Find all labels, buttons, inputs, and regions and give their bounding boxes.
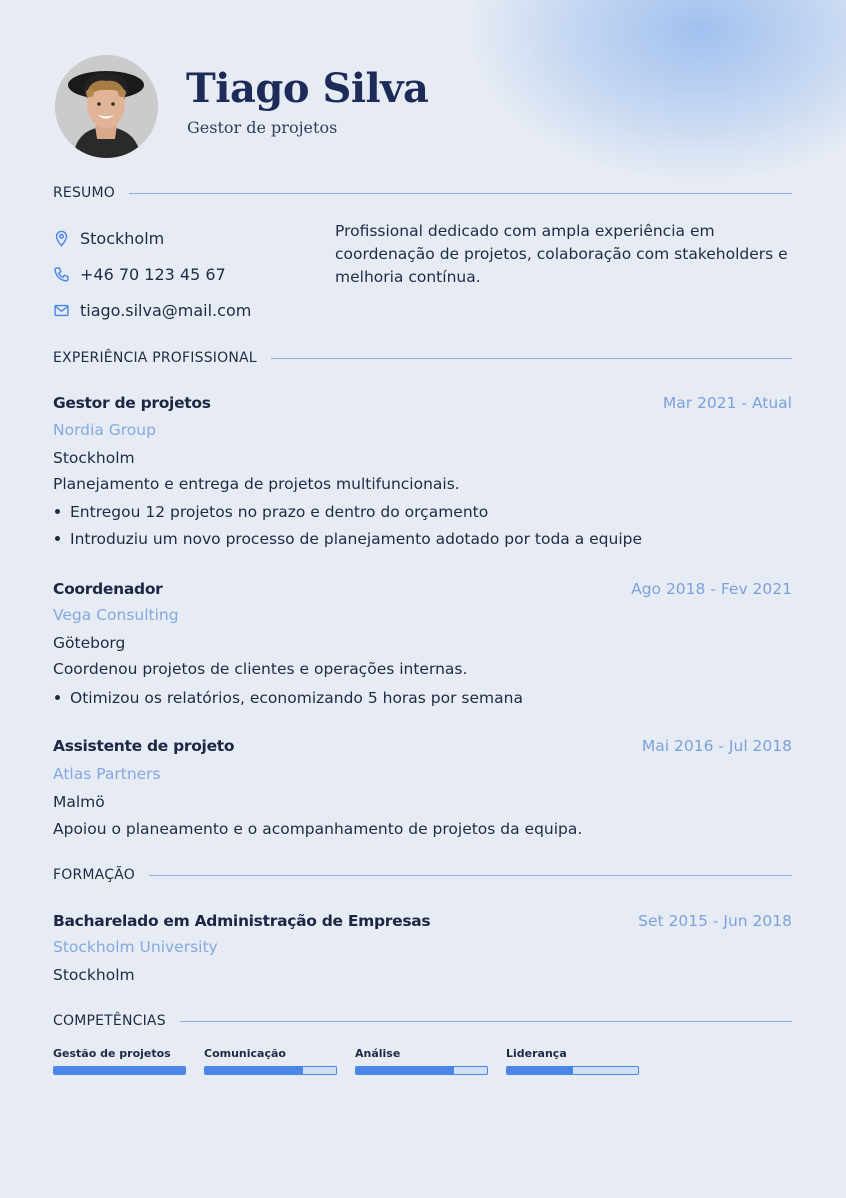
job-date: Mar 2021 - Atual <box>662 394 792 412</box>
job-date: Ago 2018 - Fev 2021 <box>631 580 792 598</box>
section-divider <box>149 875 792 876</box>
education-school: Stockholm University <box>53 938 218 956</box>
contact-phone <box>53 265 226 284</box>
location-text: Stockholm <box>80 229 165 248</box>
skill-bar-fill <box>205 1067 303 1074</box>
bullet-text: Entregou 12 projetos no prazo e dentro do orçamento <box>70 503 489 521</box>
section-summary <box>53 183 792 203</box>
section-skills <box>53 1011 792 1031</box>
skill-label: Comunicação <box>204 1047 286 1060</box>
job-title: Assistente de projeto <box>53 737 235 755</box>
skill-bar <box>204 1066 337 1075</box>
job-description: Apoiou o planeamento e o acompanhamento de projetos da equipa. <box>53 820 583 838</box>
job-bullet <box>53 689 523 707</box>
mail-icon <box>53 302 70 319</box>
section-title: RESUMO <box>53 185 116 201</box>
avatar <box>55 55 158 158</box>
contact-email <box>53 301 251 320</box>
candidate-role: Gestor de projetos <box>187 118 338 137</box>
skill-bar <box>355 1066 488 1075</box>
skill-label: Análise <box>355 1047 401 1060</box>
skill-item <box>53 1047 186 1075</box>
summary-text: Profissional dedicado com ampla experiência em coordenação de projetos, colaboração com stakeholders e melhoria contínua. <box>335 222 788 286</box>
job-bullet <box>53 530 642 548</box>
job-description: Coordenou projetos de clientes e operações internas. <box>53 660 468 678</box>
skill-bar-fill <box>356 1067 454 1074</box>
job-bullet <box>53 503 488 521</box>
section-title: COMPETÊNCIAS <box>53 1013 166 1029</box>
section-experience <box>53 348 792 368</box>
job-description: Planejamento e entrega de projetos multifuncionais. <box>53 475 460 493</box>
resume-header <box>55 55 755 159</box>
education-location: Stockholm <box>53 966 135 984</box>
skill-bar-fill <box>54 1067 185 1074</box>
section-title: EXPERIÊNCIA PROFISSIONAL <box>53 350 257 366</box>
skill-item <box>204 1047 337 1075</box>
skill-label: Liderança <box>506 1047 567 1060</box>
skill-label: Gestão de projetos <box>53 1047 171 1060</box>
job-title: Coordenador <box>53 580 163 598</box>
candidate-name: Tiago Silva <box>186 65 429 112</box>
job-title: Gestor de projetos <box>53 394 211 412</box>
education-date: Set 2015 - Jun 2018 <box>638 912 792 930</box>
section-title: FORMAÇÃO <box>53 867 135 883</box>
contact-location <box>53 229 164 248</box>
job-location: Göteborg <box>53 634 126 652</box>
section-education <box>53 865 792 885</box>
section-divider <box>129 193 792 194</box>
skill-item <box>506 1047 639 1075</box>
skill-item <box>355 1047 488 1075</box>
job-location: Malmö <box>53 793 105 811</box>
phone-text: +46 70 123 45 67 <box>80 265 226 284</box>
email-text: tiago.silva@mail.com <box>80 301 252 320</box>
section-divider <box>271 358 792 359</box>
section-divider <box>180 1021 792 1022</box>
skill-bar <box>53 1066 186 1075</box>
job-date: Mai 2016 - Jul 2018 <box>641 737 792 755</box>
job-location: Stockholm <box>53 449 135 467</box>
location-pin-icon <box>53 230 70 247</box>
bullet-text: Otimizou os relatórios, economizando 5 horas por semana <box>70 689 523 707</box>
phone-icon <box>53 266 70 283</box>
bullet-text: Introduziu um novo processo de planejamento adotado por toda a equipe <box>70 530 643 548</box>
job-company: Vega Consulting <box>53 606 179 624</box>
job-company: Atlas Partners <box>53 765 161 783</box>
education-degree: Bacharelado em Administração de Empresas <box>53 912 431 930</box>
skill-bar <box>506 1066 639 1075</box>
skill-bar-fill <box>507 1067 573 1074</box>
job-company: Nordia Group <box>53 421 156 439</box>
